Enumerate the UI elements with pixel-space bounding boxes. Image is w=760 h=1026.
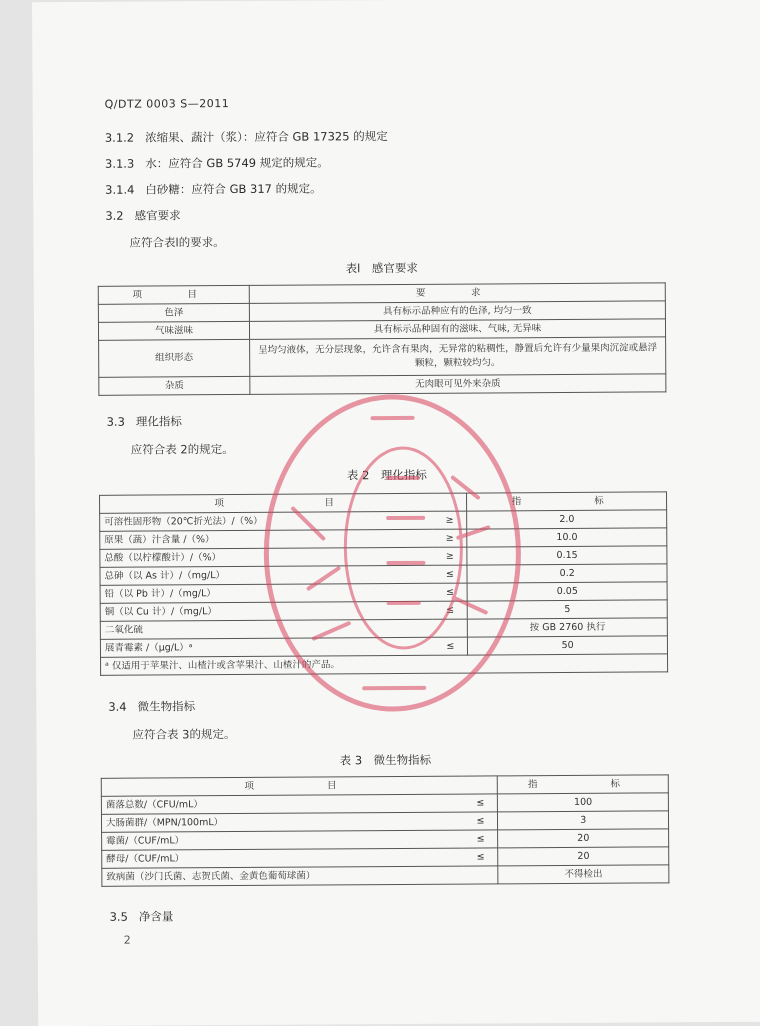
section-heading-3-5: [110, 908, 174, 924]
comparison-symbol: ≤: [433, 583, 468, 601]
value-cell: 5: [468, 600, 668, 619]
table-header-cell: 指 标: [467, 492, 667, 511]
requirement-cell: 呈均匀液体，无分层现象，允许含有果肉，无异常的粘稠性，静置后允许有少量果肉沉淀或悬浮颗粒，颗粒较均匀。: [250, 337, 666, 377]
clause-3-1-3: [105, 154, 329, 171]
clause-3-1-2: [105, 128, 388, 146]
value-cell: 3: [498, 811, 669, 830]
clause-number: 3.1.3: [104, 156, 135, 171]
comparison-symbol: ≤: [463, 830, 498, 848]
section-number: 3.3: [106, 414, 125, 429]
table-1-caption: 表l 感官要求: [345, 260, 418, 276]
item-cell: 霉菌/（CUF/mL）: [102, 830, 464, 850]
section-number: 3.4: [108, 699, 127, 714]
comparison-symbol: ≥: [433, 511, 468, 529]
section-heading-3-4: [108, 698, 195, 715]
item-cell: 铜（以 Cu 计）/（mg/L）: [100, 601, 433, 621]
table-row: [99, 337, 666, 377]
item-cell: 总砷（以 As 计）/（mg/L）: [100, 565, 433, 585]
section-title: 微生物指标: [137, 699, 196, 714]
item-cell: 酵母/（CUF/mL）: [102, 848, 464, 868]
item-cell: 二氧化硫: [100, 619, 433, 639]
item-cell: 致病菌（沙门氏菌、志贺氏菌、金黄色葡萄球菌）: [102, 866, 464, 886]
comparison-symbol: ≤: [433, 637, 468, 655]
section-number: 3.2: [105, 208, 124, 223]
value-cell: 0.15: [467, 546, 667, 565]
table-note-row: [101, 654, 668, 675]
comparison-symbol: [464, 866, 499, 884]
comparison-symbol: ≥: [433, 529, 468, 547]
item-cell: 可溶性固形物（20℃折光法）/（%）: [100, 511, 433, 531]
section-paragraph: 应符合表l的要求。: [129, 235, 225, 250]
section-title: 感官要求: [134, 208, 181, 223]
requirement-cell: 具有标示品种固有的滋味、气味, 无异味: [249, 319, 665, 340]
clause-number: 3.1.4: [105, 182, 135, 197]
clause-3-1-4: [105, 180, 322, 197]
table-header-cell: 项 目: [100, 493, 467, 513]
requirement-cell: 无肉眼可见外来杂质: [250, 374, 666, 395]
comparison-symbol: ≤: [463, 794, 498, 812]
section-heading-3-3: [107, 413, 182, 429]
section-title: 净含量: [138, 909, 174, 924]
value-cell: 按 GB 2760 执行: [468, 618, 668, 637]
clause-text: 白砂糖：应符合 GB 317 的规定。: [145, 181, 322, 197]
clause-text: 浓缩果、蔬汁（浆）：应符合 GB 17325 的规定: [145, 129, 388, 145]
section-number: 3.5: [109, 909, 128, 924]
section-heading-3-2: [105, 207, 180, 223]
value-cell: 100: [498, 793, 669, 812]
table-row: [102, 865, 669, 886]
value-cell: 20: [498, 829, 669, 848]
item-cell: 色泽: [98, 303, 249, 322]
table-header-cell: 项 目: [98, 285, 249, 304]
table-header-cell: 要 求: [249, 283, 665, 304]
table-3-caption: 表 3 微生物指标: [339, 752, 432, 768]
table-row: [99, 374, 666, 395]
item-cell: 组织形态: [99, 339, 250, 377]
clause-number: 3.1.2: [104, 130, 135, 145]
comparison-symbol: ≥: [433, 547, 468, 565]
value-cell: 50: [468, 636, 668, 655]
item-cell: 大肠菌群/（MPN/100mL）: [101, 812, 463, 832]
item-cell: 气味滋味: [98, 321, 249, 340]
value-cell: 2.0: [467, 510, 667, 529]
requirement-cell: 具有标示品种应有的色泽, 均匀一致: [249, 301, 665, 322]
table-header-cell: 指 标: [498, 775, 669, 794]
comparison-symbol: [433, 619, 468, 637]
section-paragraph: 应符合表 2的规定。: [130, 441, 234, 457]
standard-code-header: Q/DTZ 0003 S—2011: [104, 97, 230, 111]
comparison-symbol: ≤: [433, 565, 468, 583]
clause-text: 水：应符合 GB 5749 规定的规定。: [145, 155, 329, 171]
value-cell: 20: [498, 847, 669, 866]
value-cell: 10.0: [467, 528, 667, 547]
item-cell: 总酸（以柠檬酸计）/（%）: [100, 547, 433, 567]
physicochemical-table: [99, 491, 668, 675]
document-page: [32, 0, 760, 1026]
table-2-caption: 表 2 理化指标: [346, 467, 427, 483]
comparison-symbol: ≤: [433, 601, 468, 619]
value-cell: 0.2: [467, 564, 667, 583]
value-cell: 不得检出: [498, 865, 669, 884]
microbiological-table: [101, 774, 670, 886]
section-title: 理化指标: [135, 414, 182, 429]
item-cell: 原果（蔬）汁含量 /（%）: [100, 529, 433, 549]
item-cell: 铅（以 Pb 计）/（mg/L）: [100, 583, 433, 603]
table-header-cell: 项 目: [101, 776, 498, 796]
item-cell: 杂质: [99, 376, 250, 395]
sensory-requirements-table: [98, 282, 667, 395]
comparison-symbol: ≤: [463, 812, 498, 830]
table-footnote: ᵃ 仅适用于苹果汁、山楂汁或含苹果汁、山楂汁的产品。: [101, 654, 668, 675]
section-paragraph: 应符合表 3的规定。: [132, 726, 236, 742]
item-cell: 菌落总数/（CFU/mL）: [101, 794, 463, 814]
item-cell: 展青霉素 /（μg/L）ᵃ: [100, 637, 433, 657]
page-number: 2: [123, 933, 131, 947]
comparison-symbol: ≤: [464, 848, 499, 866]
value-cell: 0.05: [467, 582, 667, 601]
